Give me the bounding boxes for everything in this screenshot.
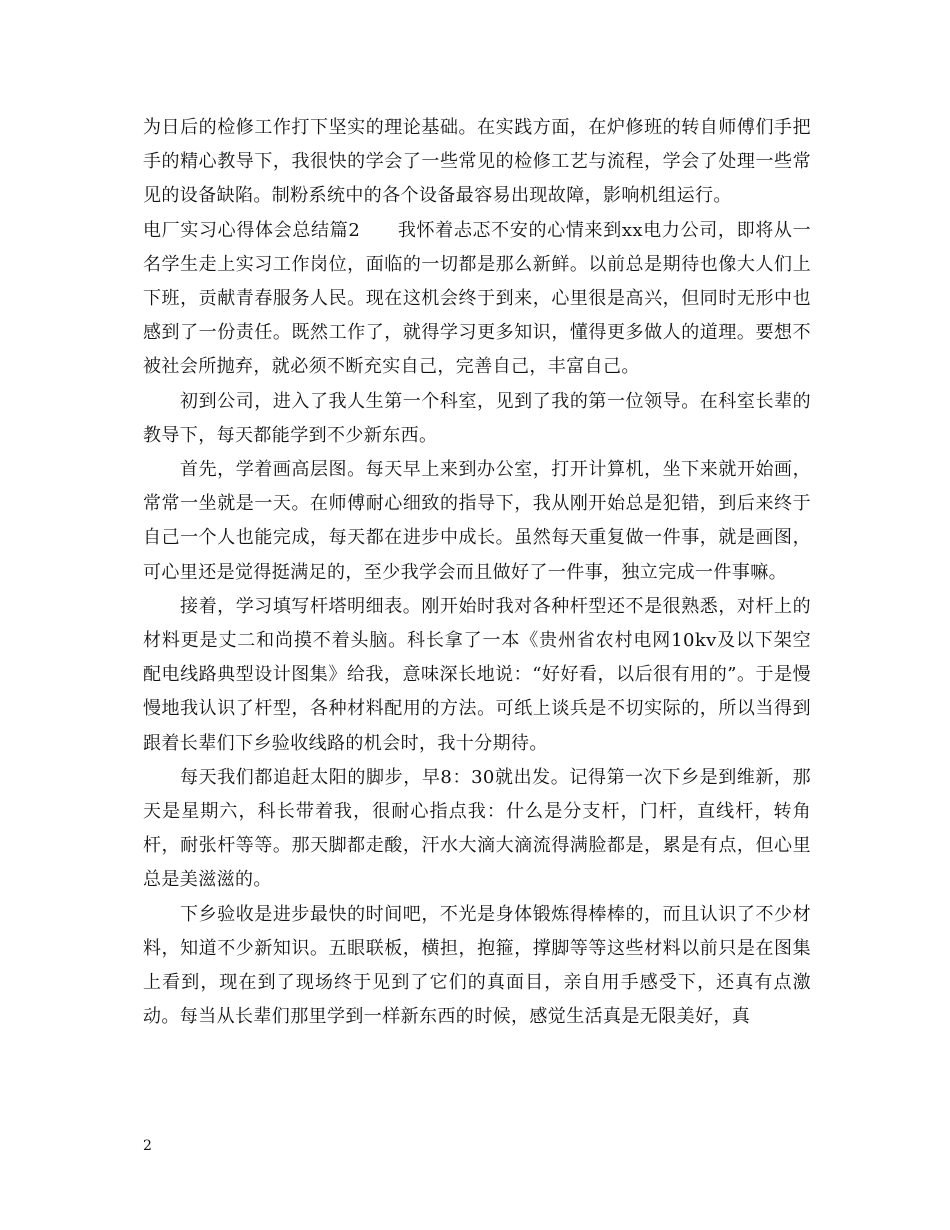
paragraph-7: 下乡验收是进步最快的时间吧，不光是身体锻炼得棒棒的，而且认识了不少材料，知道不少新知识。五眼联板，横担，抱箍，撑脚等等这些材料以前只是在图集上看到，现在到了现场终于见到了它们的真面目，亲自用手感受下，还真有点激动。每当从长辈们那里学到一样新东西的时候，感觉生活真是无限美好，真 [143, 903, 811, 1028]
paragraph-2: 电厂实习心得体会总结篇2 我怀着忐忑不安的心情来到xx电力公司，即将从一名学生走上实习工作岗位，面临的一切都是那么新鲜。以前总是期待也像大人们上下班，贡献青春服务人民。现在这机会终于到来，心里很是高兴，但同时无形中也感到了一份责任。既然工作了，就得学习更多知识，懂得更多做人的道理。要想不被社会所抛弃，就必须不断充实自己，完善自己，丰富自己。 [143, 219, 811, 378]
paragraph-5: 接着，学习填写杆塔明细表。刚开始时我对各种杆型还不是很熟悉，对杆上的材料更是丈二和尚摸不着头脑。科长拿了一本《贵州省农村电网10kv及以下架空配电线路典型设计图集》给我，意味深长地说：“好好看，以后很有用的”。于是慢慢地我认识了杆型，各种材料配用的方法。可纸上谈兵是不切实际的，所以当得到跟着长辈们下乡验收线路的机会时，我十分期待。 [143, 595, 811, 754]
paragraph-3: 初到公司，进入了我人生第一个科室，见到了我的第一位领导。在科室长辈的教导下，每天都能学到不少新东西。 [143, 390, 811, 446]
page-number: 2 [143, 1138, 152, 1154]
paragraph-4: 首先，学着画高层图。每天早上来到办公室，打开计算机，坐下来就开始画，常常一坐就是一天。在师傅耐心细致的指导下，我从刚开始总是犯错，到后来终于自己一个人也能完成，每天都在进步中成长。虽然每天重复做一件事，就是画图，可心里还是觉得挺满足的，至少我学会而且做好了一件事，独立完成一件事嘛。 [143, 459, 811, 583]
paragraph-6: 每天我们都追赶太阳的脚步，早8：30就出发。记得第一次下乡是到维新，那天是星期六，科长带着我，很耐心指点我：什么是分支杆，门杆，直线杆，转角杆，耐张杆等等。那天脚都走酸，汗水大滴大滴流得满脸都是，累是有点，但心里总是美滋滋的。 [143, 766, 811, 891]
document-body [143, 111, 811, 1034]
paragraph-1: 为日后的检修工作打下坚实的理论基础。在实践方面，在炉修班的转自师傅们手把手的精心教导下，我很快的学会了一些常见的检修工艺与流程，学会了处理一些常见的设备缺陷。制粉系统中的各个设备最容易出现故障，影响机组运行。 [143, 117, 811, 207]
